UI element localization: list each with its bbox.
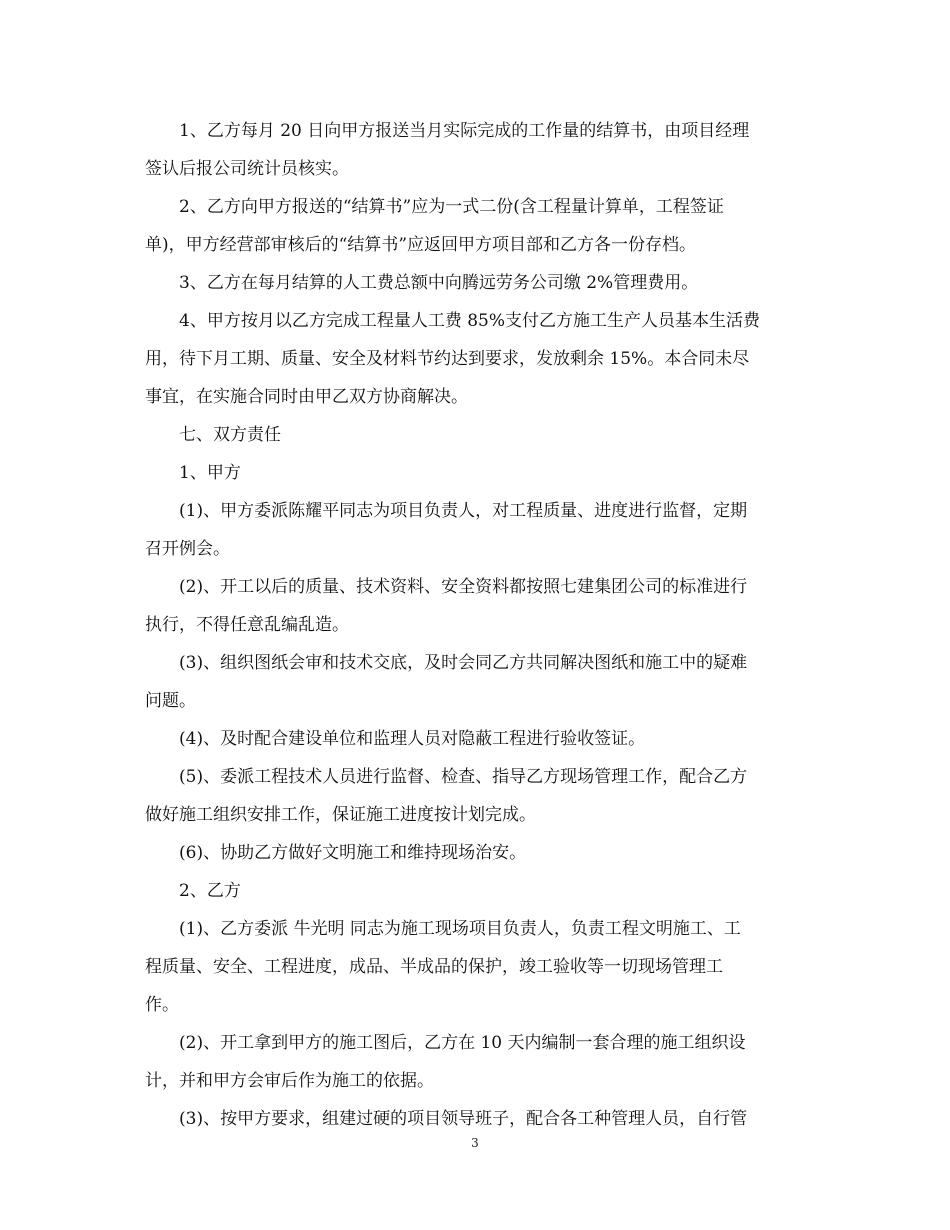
- paragraph-management-fee: [145, 264, 820, 302]
- text-line: 程质量、安全、工程进度，成品、半成品的保护，竣工验收等一切现场管理工: [145, 957, 723, 977]
- text-line: 3、乙方在每月结算的人工费总额中向腾远劳务公司缴 2%管理费用。: [179, 273, 699, 293]
- text-line: (3)、组织图纸会审和技术交底，及时会同乙方共同解决图纸和施工中的疑难: [179, 653, 748, 673]
- paragraph-party-b-item-2: [145, 1024, 820, 1100]
- paragraph-party-a-item-2: [145, 568, 820, 644]
- paragraph-monthly-payment: [145, 302, 820, 416]
- paragraph-party-a-item-6: [145, 834, 820, 872]
- text-line: 问题。: [145, 691, 196, 711]
- subheading-party-a: [145, 454, 820, 492]
- paragraph-settlement-copies: [145, 188, 820, 264]
- text-line: 做好施工组织安排工作，保证施工进度按计划完成。: [145, 805, 536, 825]
- text-line: 召开例会。: [145, 539, 230, 559]
- text-line: 2、乙方: [179, 881, 241, 901]
- text-line: (3)、按甲方要求，组建过硬的项目领导班子，配合各工种管理人员，自行管: [179, 1109, 748, 1129]
- text-line: 单)，甲方经营部审核后的“结算书”应返回甲方项目部和乙方各一份存档。: [145, 235, 697, 255]
- text-line: 2、乙方向甲方报送的“结算书”应为一式二份(含工程量计算单，工程签证: [179, 197, 724, 217]
- text-line: (2)、开工拿到甲方的施工图后，乙方在 10 天内编制一套合理的施工组织设: [179, 1033, 746, 1053]
- page-number: 3: [471, 1136, 479, 1150]
- text-line: 执行，不得任意乱编乱造。: [145, 615, 349, 635]
- text-line: 签认后报公司统计员核实。: [145, 159, 349, 179]
- text-line: (1)、乙方委派 牛光明 同志为施工现场项目负责人，负责工程文明施工、工: [179, 919, 741, 939]
- paragraph-party-b-item-3: [145, 1100, 820, 1138]
- text-line: (2)、开工以后的质量、技术资料、安全资料都按照七建集团公司的标准进行: [179, 577, 748, 597]
- text-line: 事宜，在实施合同时由甲乙双方协商解决。: [145, 387, 468, 407]
- paragraph-party-a-item-5: [145, 758, 820, 834]
- text-line: 作。: [145, 995, 179, 1015]
- text-line: 4、甲方按月以乙方完成工程量人工费 85%支付乙方施工生产人员基本生活费: [179, 311, 761, 331]
- paragraph-party-b-item-1: [145, 910, 820, 1024]
- text-line: 计，并和甲方会审后作为施工的依据。: [145, 1071, 434, 1091]
- text-line: 1、乙方每月 20 日向甲方报送当月实际完成的工作量的结算书，由项目经理: [179, 121, 750, 141]
- text-line: 七、双方责任: [179, 425, 281, 445]
- text-line: (5)、委派工程技术人员进行监督、检查、指导乙方现场管理工作，配合乙方: [179, 767, 748, 787]
- paragraph-party-a-item-4: [145, 720, 820, 758]
- text-line: (1)、甲方委派陈耀平同志为项目负责人，对工程质量、进度进行监督，定期: [179, 501, 748, 521]
- text-line: 1、甲方: [179, 463, 241, 483]
- text-line: (4)、及时配合建设单位和监理人员对隐蔽工程进行验收签证。: [179, 729, 646, 749]
- text-line: (6)、协助乙方做好文明施工和维持现场治安。: [179, 843, 527, 863]
- section-heading-responsibilities: [145, 416, 820, 454]
- document-body: [145, 112, 820, 1138]
- paragraph-settlement-report: [145, 112, 820, 188]
- text-line: 用，待下月工期、质量、安全及材料节约达到要求，发放剩余 15%。本合同未尽: [145, 349, 750, 369]
- paragraph-party-a-item-3: [145, 644, 820, 720]
- paragraph-party-a-item-1: [145, 492, 820, 568]
- subheading-party-b: [145, 872, 820, 910]
